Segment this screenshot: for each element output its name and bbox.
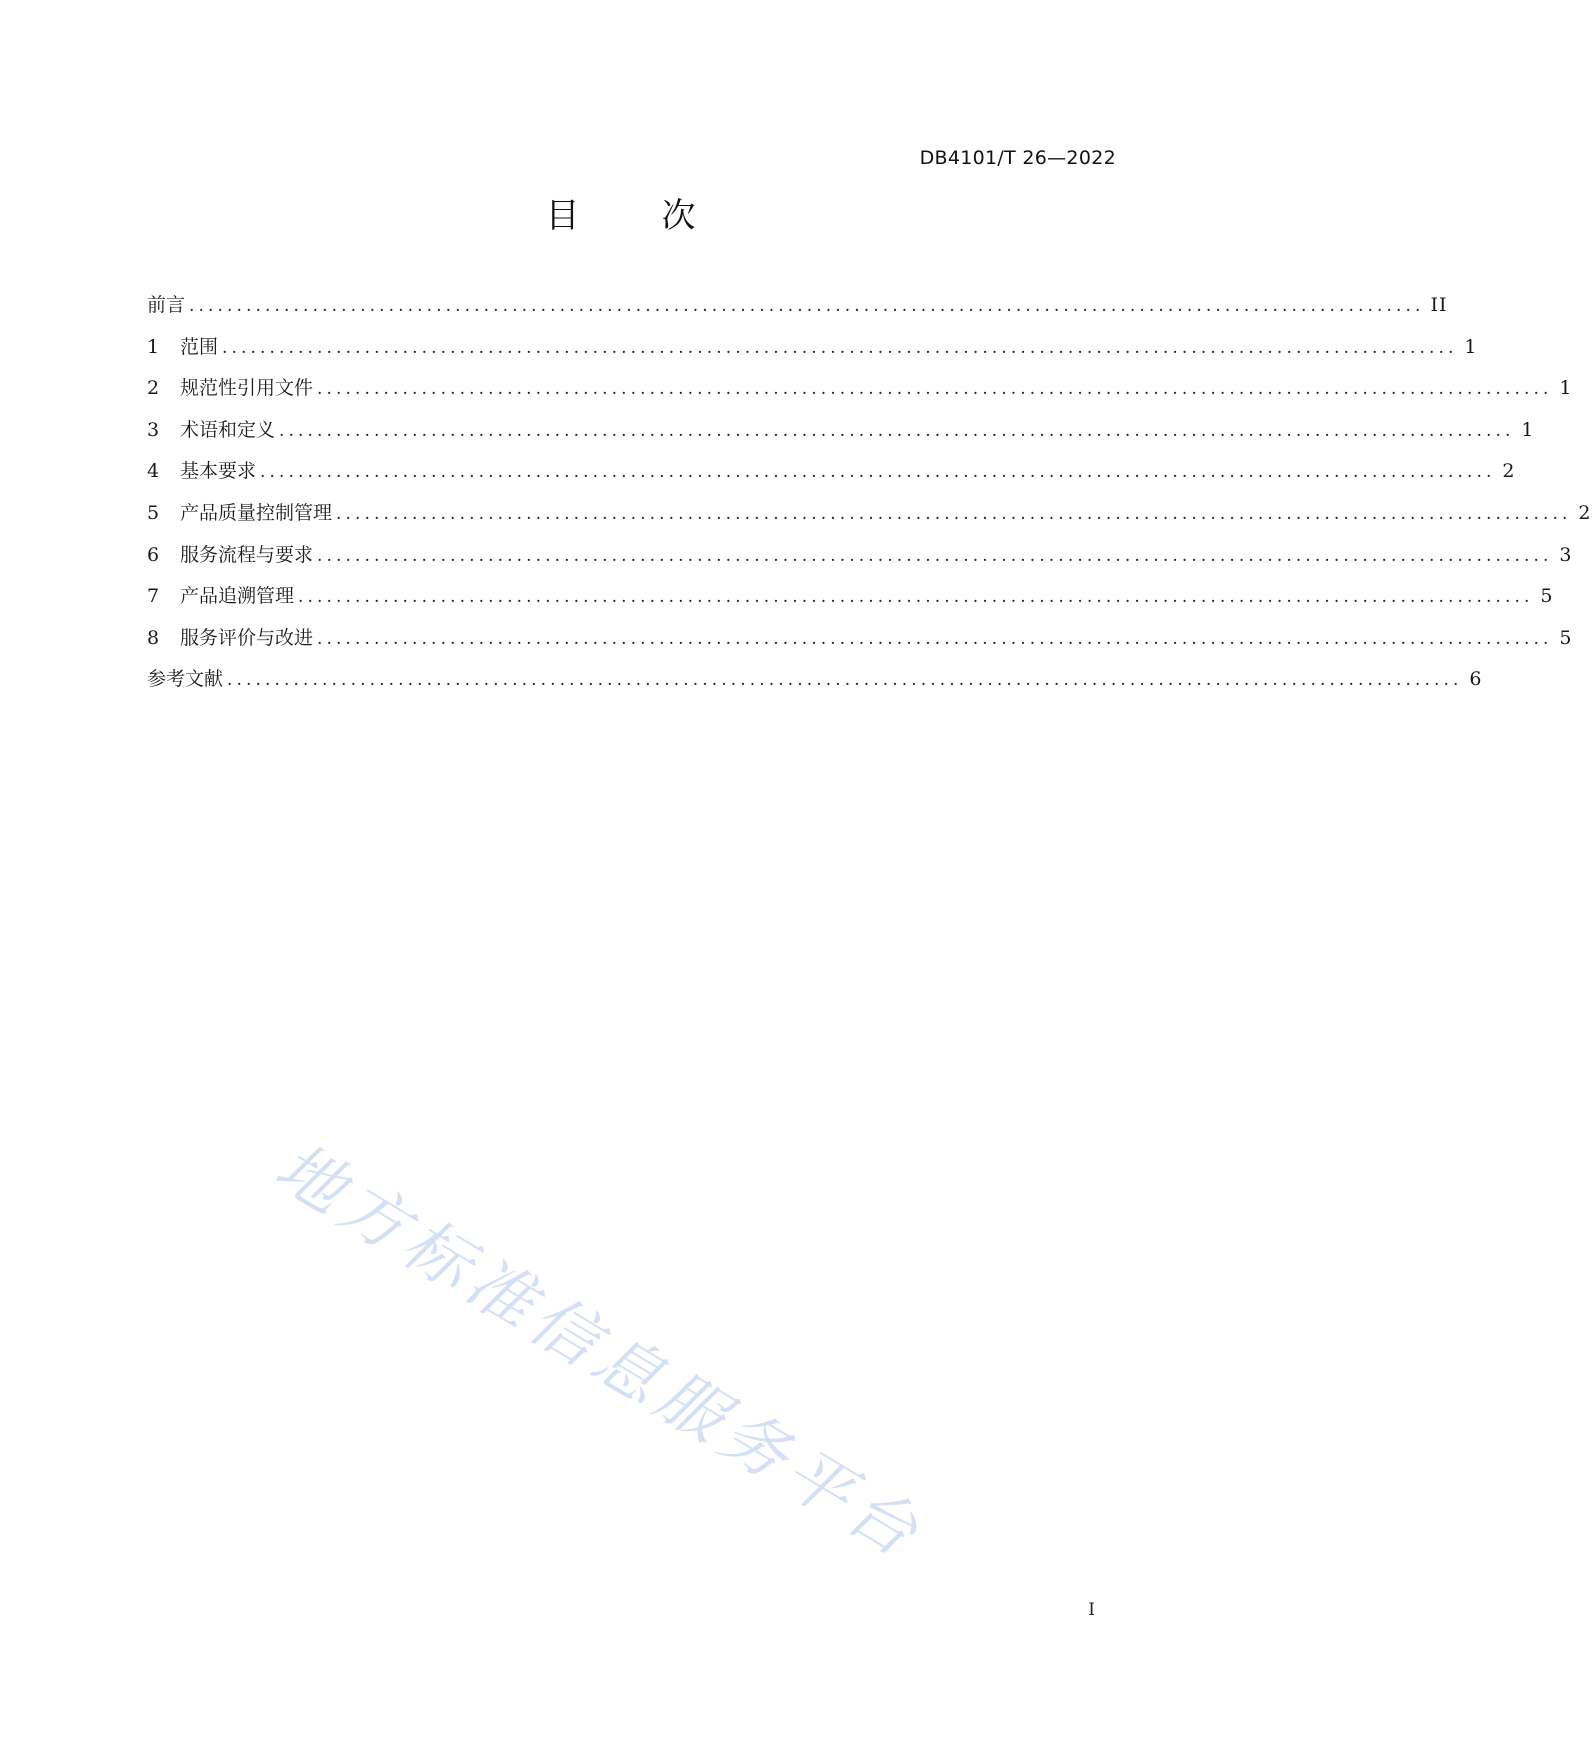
- toc-entry-label: 服务评价与改进: [180, 626, 314, 649]
- toc-entry-label: 规范性引用文件: [180, 377, 314, 400]
- toc-entry-number: 6: [147, 543, 160, 566]
- toc-entry-bibliography[interactable]: [147, 664, 1483, 706]
- toc-title: [0, 188, 1241, 237]
- toc-entry-foreword[interactable]: [147, 290, 1448, 332]
- toc-leader-dots: ..................................................................................................................................: [222, 337, 1458, 358]
- toc-entry-page: 1: [1464, 335, 1478, 358]
- toc-entry-normative-references[interactable]: [147, 373, 1573, 415]
- document-number: DB4101/T 26—2022: [919, 147, 1116, 169]
- toc-entry-scope[interactable]: [147, 332, 1478, 374]
- toc-entry-basic-requirements[interactable]: [147, 456, 1516, 498]
- toc-entry-number: 4: [147, 460, 160, 483]
- toc-entry-page: 2: [1502, 460, 1516, 483]
- toc-leader-dots: ..................................................................................................................................: [260, 462, 1496, 483]
- toc-entry-page: 1: [1559, 377, 1573, 400]
- toc-entry-page: II: [1430, 294, 1448, 316]
- toc-entry-page: 2: [1578, 501, 1592, 524]
- toc-entry-number: 5: [147, 501, 160, 524]
- toc-entry-page: 3: [1559, 543, 1573, 566]
- toc-entry-quality-control[interactable]: [147, 498, 1592, 540]
- toc-entry-page: 1: [1521, 418, 1535, 441]
- toc-entry-label: 产品追溯管理: [180, 585, 295, 608]
- toc-entry-number: 8: [147, 626, 160, 649]
- toc-leader-dots: ..................................................................................................................................: [336, 503, 1572, 524]
- toc-entry-label: 前言: [147, 294, 186, 316]
- toc-leader-dots: ..................................................................................................................................: [317, 545, 1553, 566]
- toc-leader-dots: ..................................................................................................................................: [317, 628, 1553, 649]
- toc-entry-terms-definitions[interactable]: [147, 415, 1535, 457]
- toc-title-char-2: 次: [661, 196, 696, 236]
- toc-leader-dots: ..................................................................................................................................: [227, 670, 1463, 691]
- toc-entry-service-process[interactable]: [147, 540, 1573, 582]
- watermark: 地方标准信息服务平台: [262, 1127, 937, 1575]
- page-number: I: [1088, 1600, 1095, 1620]
- toc-entry-page: 5: [1540, 585, 1554, 608]
- toc-leader-dots: ..................................................................................................................................: [317, 379, 1553, 400]
- toc-entry-page: 6: [1469, 668, 1483, 691]
- toc-entry-number: 7: [147, 585, 160, 608]
- toc-entry-page: 5: [1559, 626, 1573, 649]
- toc-entry-label: 服务流程与要求: [180, 543, 314, 566]
- toc-entry-evaluation-improvement[interactable]: [147, 623, 1573, 665]
- toc-entry-number: 2: [147, 377, 160, 400]
- toc-title-char-1: 目: [545, 196, 580, 236]
- toc-entry-traceability[interactable]: [147, 581, 1554, 623]
- toc-entry-label: 范围: [180, 335, 219, 358]
- toc-list: [147, 290, 1592, 706]
- toc-leader-dots: ..................................................................................................................................: [279, 420, 1515, 441]
- toc-leader-dots: ..................................................................................................................................: [189, 296, 1425, 316]
- toc-entry-number: 3: [147, 418, 160, 441]
- toc-entry-label: 基本要求: [180, 460, 257, 483]
- toc-leader-dots: ..................................................................................................................................: [298, 587, 1534, 608]
- toc-entry-label: 参考文献: [147, 668, 224, 691]
- toc-entry-label: 产品质量控制管理: [180, 501, 333, 524]
- toc-entry-number: 1: [147, 335, 160, 358]
- toc-entry-label: 术语和定义: [180, 418, 276, 441]
